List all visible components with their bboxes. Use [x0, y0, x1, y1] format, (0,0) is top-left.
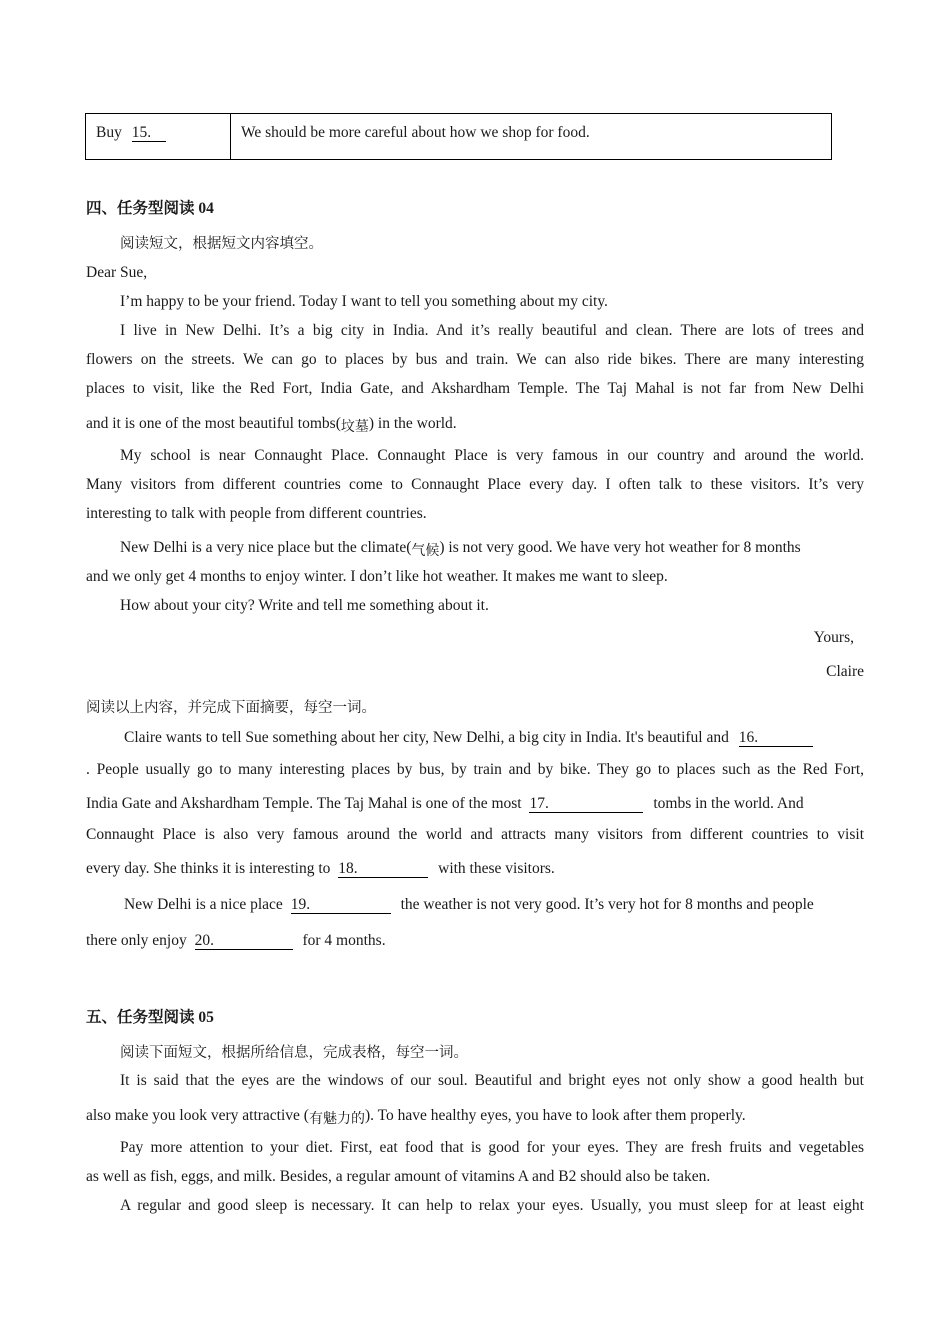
summary-line2: . People usually go to many interesting places by bus, by train and by bike. They go to places such as the Red Fort, [86, 761, 864, 778]
p2-line4-text-a: and it is one of the most beautiful tombs( [86, 415, 341, 432]
summary-line1-text: Claire wants to tell Sue something about her city, New Delhi, a big city in India. It's beautiful and [124, 729, 729, 746]
section4-instruction: 阅读短文，根据短文内容填空。 [120, 236, 323, 252]
summary-line1 [124, 729, 813, 747]
p2-line4-text-b: ) in the world. [368, 415, 457, 432]
p4-line1-text-b: ) is not very good. We have very hot weather for 8 months [439, 539, 801, 556]
table-divider [230, 114, 231, 159]
letter-p2-line2: flowers on the streets. We can go to places by bus and train. We can also ride bikes. There are many interesting [86, 351, 864, 368]
letter-closing: Yours, [813, 629, 854, 646]
p4-line1-text-a: New Delhi is a very nice place but the climate( [120, 539, 412, 556]
summary-line3-text-b: tombs in the world. And [653, 795, 804, 812]
summary-line5 [86, 860, 555, 878]
letter-paragraph-1: I’m happy to be your friend. Today I want to tell you something about my city. [120, 293, 608, 310]
table-cell-prefix: Buy [96, 124, 122, 141]
summary-line3 [86, 795, 804, 813]
summary-line6-text-b: the weather is not very good. It’s very hot for 8 months and people [400, 896, 814, 913]
table-cell-right: We should be more careful about how we shop for food. [241, 124, 590, 141]
blank-20[interactable]: 20. [195, 933, 293, 950]
section5-p1-line2 [86, 1105, 746, 1125]
summary-line3-text-a: India Gate and Akshardham Temple. The Taj Mahal is one of the most [86, 795, 522, 812]
summary-line5-text-a: every day. She thinks it is interesting to [86, 860, 331, 877]
s5-p1-line2-chinese: 有魅力的 [308, 1111, 365, 1127]
summary-line6-text-a: New Delhi is a nice place [124, 896, 283, 913]
table-cell-left [96, 124, 166, 142]
letter-p2-line1: I live in New Delhi. It’s a big city in India. And it’s really beautiful and clean. There are lots of trees and [120, 322, 864, 339]
summary-line5-text-b: with these visitors. [438, 860, 555, 877]
letter-p4-line1 [120, 537, 801, 557]
p2-line4-chinese: 坟墓 [340, 419, 369, 435]
letter-signature: Claire [826, 663, 864, 680]
summary-line6 [124, 896, 814, 914]
blank-16[interactable]: 16. [739, 730, 813, 747]
section5-p1-line1: It is said that the eyes are the windows of our soul. Beautiful and bright eyes not only show a good health but [120, 1072, 864, 1089]
letter-greeting: Dear Sue, [86, 264, 148, 281]
blank-17[interactable]: 17. [529, 796, 643, 813]
letter-p2-line3: places to visit, like the Red Fort, India Gate, and Akshardham Temple. The Taj Mahal is not far from New Delhi [86, 380, 864, 397]
s5-p1-line2-text-b: ). To have healthy eyes, you have to look after them properly. [364, 1107, 746, 1124]
section4-heading: 四、任务型阅读 04 [86, 200, 214, 217]
section5-instruction: 阅读下面短文，根据所给信息，完成表格，每空一词。 [120, 1045, 468, 1061]
section5-p3-line1: A regular and good sleep is necessary. It can help to relax your eyes. Usually, you must sleep for at least eight [120, 1197, 864, 1214]
blank-15[interactable]: 15. [132, 125, 166, 142]
summary-line7-text-b: for 4 months. [302, 932, 386, 949]
summary-line4: Connaught Place is also very famous around the world and attracts many visitors from different countries to visit [86, 826, 864, 843]
s5-p1-line2-text-a: also make you look very attractive ( [86, 1107, 309, 1124]
letter-p3-line3: interesting to talk with people from different countries. [86, 505, 427, 522]
letter-p3-line2: Many visitors from different countries come to Connaught Place every day. I often talk to these visitors. It’s very [86, 476, 864, 493]
letter-paragraph-5: How about your city? Write and tell me something about it. [120, 597, 489, 614]
summary-line7-text-a: there only enjoy [86, 932, 187, 949]
p4-line1-chinese: 气候 [411, 543, 440, 559]
blank-18[interactable]: 18. [338, 861, 428, 878]
letter-p3-line1: My school is near Connaught Place. Connaught Place is very famous in our country and around the world. [120, 447, 864, 464]
letter-p4-line2: and we only get 4 months to enjoy winter. I don’t like hot weather. It makes me want to sleep. [86, 568, 668, 585]
summary-line7 [86, 932, 386, 950]
blank-19[interactable]: 19. [291, 897, 391, 914]
section5-p2-line1: Pay more attention to your diet. First, eat food that is good for your eyes. They are fresh fruits and vegetables [120, 1139, 864, 1156]
section5-p2-line2: as well as fish, eggs, and milk. Besides, a regular amount of vitamins A and B2 should also be taken. [86, 1168, 711, 1185]
section5-heading: 五、任务型阅读 05 [86, 1009, 214, 1026]
summary-instruction: 阅读以上内容，并完成下面摘要，每空一词。 [86, 700, 376, 716]
answer-table [85, 113, 832, 160]
letter-p2-line4 [86, 413, 457, 433]
